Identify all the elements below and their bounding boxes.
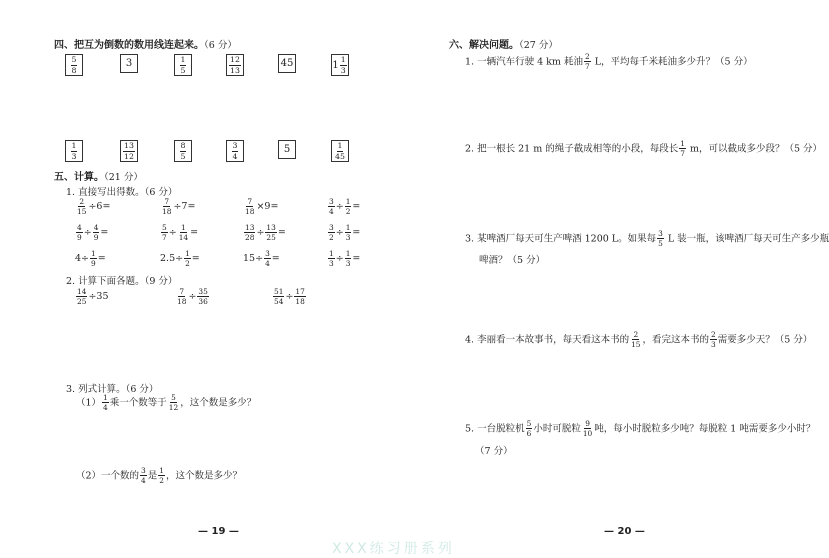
denominator: 4 [329, 207, 334, 217]
section-4-points: （6 分） [204, 40, 237, 51]
q1-label [66, 184, 177, 198]
text-run: ，看完这本书的 [642, 334, 710, 346]
reciprocal-box [65, 140, 83, 162]
numerator: 3 [265, 249, 270, 258]
denominator: 3 [711, 340, 716, 350]
denominator: 4 [141, 476, 146, 486]
denominator: 9 [93, 233, 99, 243]
denominator: 4 [103, 403, 108, 413]
text-run: ÷7= [173, 201, 196, 213]
numerator: 5 [171, 393, 176, 402]
numerator: 1 [345, 197, 351, 206]
numerator: 2 [633, 330, 639, 339]
denominator: 25 [77, 297, 87, 307]
denominator: 2 [345, 207, 351, 217]
section-6-title-text: 六、解决问题。 [449, 40, 519, 51]
fraction [184, 250, 191, 268]
section-5-points: （21 分） [104, 172, 143, 183]
numerator: 4 [93, 223, 99, 232]
fraction [229, 56, 241, 75]
numerator: 9 [585, 419, 590, 428]
text-run: 1 [332, 59, 339, 71]
numerator: 3 [141, 466, 146, 475]
text-run: 2.5÷ [160, 253, 184, 265]
fraction [584, 53, 591, 71]
denominator: 5 [180, 151, 186, 161]
text-run: （1） [76, 397, 102, 409]
fraction [161, 198, 172, 216]
problem-1 [465, 53, 753, 71]
reciprocal-box [174, 54, 192, 76]
fraction [71, 142, 78, 161]
text-run: ，这个数是多少？ [166, 470, 243, 482]
direct-answer-item [243, 250, 280, 268]
numerator: 1 [345, 223, 351, 232]
expression [327, 249, 361, 269]
direct-answer-item [327, 198, 360, 216]
section-5-title [54, 168, 143, 183]
text-run: 4. 李丽看一本故事书，每天看这本书的 [465, 334, 630, 346]
numerator: 13 [245, 223, 255, 232]
text-run: 5 [283, 144, 291, 155]
text-run: ÷ [285, 291, 294, 303]
problem-5-line-2: （7 分） [475, 446, 513, 457]
text-run: 小时可脱粒 [533, 423, 581, 435]
expression [327, 223, 361, 243]
text-run: L，平均每千米耗油多少升？（5 分） [591, 56, 753, 68]
denominator: 12 [168, 403, 179, 413]
problem-4 [465, 331, 812, 349]
denominator: 3 [345, 233, 351, 243]
fraction [273, 288, 284, 306]
numerator: 7 [247, 197, 253, 206]
direct-answer-item [327, 250, 360, 268]
fraction [265, 224, 276, 242]
numerator: 1 [181, 223, 186, 232]
q3-part-1 [76, 394, 256, 412]
problem-5 [465, 420, 815, 438]
fraction [334, 142, 346, 161]
numerator: 1 [340, 54, 346, 64]
reciprocal-box [120, 54, 138, 73]
text-run: （2）一个数的 [76, 470, 140, 482]
numerator: 5 [526, 419, 532, 428]
denominator: 2 [159, 476, 164, 486]
q2-label [66, 273, 177, 287]
numerator: 2 [584, 52, 590, 61]
denominator: 3 [329, 259, 334, 269]
fraction [123, 142, 135, 161]
denominator: 5 [180, 65, 186, 75]
expression [175, 287, 210, 307]
fraction [93, 224, 100, 242]
text-run: 15÷ [243, 253, 264, 265]
denominator: 7 [680, 149, 685, 159]
text-run: ÷6= [88, 201, 111, 213]
fraction [244, 224, 255, 242]
q2-label-text: 2. 计算下面各题。 [66, 276, 145, 287]
numerator: 1 [71, 140, 77, 150]
numerator: 7 [179, 287, 185, 296]
text-run: = [352, 227, 361, 239]
reciprocal-box [226, 140, 244, 162]
direct-answer-item [75, 224, 108, 242]
denominator: 9 [91, 259, 96, 269]
fraction [158, 467, 165, 485]
reciprocal-box [278, 140, 296, 159]
q1-label-text: 1. 直接写出得数。 [66, 187, 145, 198]
fraction [582, 420, 593, 438]
text-run: = [191, 253, 200, 265]
numerator: 1 [185, 249, 190, 258]
text-run: 4÷ [75, 253, 90, 265]
denominator: 8 [71, 65, 77, 75]
numerator: 2 [79, 197, 85, 206]
problem-3 [465, 230, 829, 248]
numerator: 3 [329, 197, 334, 206]
fraction [630, 331, 641, 349]
fraction [294, 288, 305, 306]
text-run: = [100, 227, 109, 239]
text-run: ÷ [335, 201, 344, 213]
reciprocal-box [331, 54, 349, 76]
denominator: 54 [274, 297, 284, 307]
section-6-title [449, 36, 558, 51]
numerator: 8 [180, 140, 186, 150]
denominator: 14 [178, 233, 189, 243]
fraction [328, 224, 335, 242]
fraction [76, 224, 83, 242]
numerator: 35 [198, 287, 208, 296]
fraction [180, 56, 187, 75]
section-5-title-text: 五、计算。 [54, 172, 104, 183]
text-run: ÷ [256, 227, 265, 239]
q3-part-2 [76, 467, 242, 485]
denominator: 3 [345, 259, 351, 269]
q3-label-text: 3. 列式计算。 [66, 384, 126, 395]
text-run: 是 [147, 470, 158, 482]
watermark: XXX练习册系列 [332, 541, 455, 557]
direct-answer-item [160, 250, 200, 268]
text-run: ÷ [335, 227, 344, 239]
denominator: 3 [340, 65, 346, 75]
q2-points: （9 分） [144, 276, 178, 287]
denominator: 7 [584, 62, 590, 72]
denominator: 28 [245, 233, 255, 243]
denominator: 2 [329, 233, 334, 243]
page-number-20: — 20 — [604, 526, 645, 537]
fraction [526, 420, 533, 438]
numerator: 1 [337, 140, 343, 150]
fraction [232, 142, 239, 161]
denominator: 2 [185, 259, 190, 269]
numerator: 13 [266, 223, 276, 232]
fraction [328, 250, 335, 268]
direct-answer-item [327, 224, 360, 242]
expression [75, 223, 109, 243]
denominator: 12 [124, 151, 134, 161]
direct-answer-item [243, 224, 286, 242]
text-run: 吨，每小时脱粒多少吨？每脱粒 1 吨需要多少小时？ [594, 423, 816, 435]
section-6-points: （27 分） [519, 40, 558, 51]
denominator: 3 [71, 151, 77, 161]
numerator: 1 [329, 249, 334, 258]
fraction [90, 250, 97, 268]
fraction [178, 224, 189, 242]
fraction [76, 288, 87, 306]
denominator: 45 [335, 151, 345, 161]
fraction [161, 224, 168, 242]
mixed-number [332, 56, 347, 75]
expression [160, 197, 196, 217]
text-run: ，这个数是多少？ [180, 397, 257, 409]
calc-item [272, 288, 307, 306]
direct-answer-item [160, 224, 198, 242]
expression [243, 249, 280, 269]
text-run: L 装一瓶，该啤酒厂每天可生产多少瓶 [664, 233, 829, 245]
direct-answer-item [75, 198, 110, 216]
denominator: 18 [245, 207, 255, 217]
direct-answer-item [75, 250, 106, 268]
expression [243, 197, 279, 217]
denominator: 18 [162, 207, 172, 217]
fraction [345, 250, 352, 268]
denominator: 25 [266, 233, 276, 243]
numerator: 1 [180, 54, 186, 64]
text-run: m，可以截成多少段？（5 分） [686, 143, 823, 155]
text-run: 45 [280, 58, 294, 69]
denominator: 7 [162, 233, 167, 243]
text-run: 1. 一辆汽车行驶 4 km 耗油 [465, 56, 583, 68]
section-4-title [54, 36, 237, 51]
expression [160, 223, 199, 243]
calc-item [75, 288, 109, 306]
numerator: 1 [103, 393, 108, 402]
expression [75, 287, 109, 307]
numerator: 1 [159, 466, 164, 475]
text-run: 3 [125, 58, 133, 69]
reciprocal-box [278, 54, 296, 73]
fraction [244, 198, 255, 216]
q1-points: （6 分） [144, 187, 178, 198]
numerator: 1 [345, 249, 351, 258]
text-run: = [190, 227, 199, 239]
text-run: 5. 一台脱粒机 [465, 423, 525, 435]
expression [327, 197, 361, 217]
numerator: 51 [274, 287, 284, 296]
text-run: = [277, 227, 286, 239]
numerator: 1 [680, 139, 685, 148]
reciprocal-box [174, 140, 192, 162]
denominator: 4 [232, 151, 238, 161]
fraction [71, 56, 78, 75]
numerator: 4 [77, 223, 82, 232]
text-run: ×9= [256, 201, 279, 213]
denominator: 6 [526, 429, 532, 439]
fraction [180, 142, 187, 161]
denominator: 9 [77, 233, 82, 243]
numerator: 13 [124, 140, 134, 150]
q3-points: （6 分） [125, 384, 159, 395]
fraction [76, 198, 87, 216]
numerator: 3 [658, 229, 663, 238]
text-run: ÷ [335, 253, 344, 265]
numerator: 1 [91, 249, 96, 258]
expression [243, 223, 286, 243]
reciprocal-box [120, 140, 138, 162]
numerator: 7 [164, 197, 170, 206]
reciprocal-box [331, 140, 349, 162]
numerator: 2 [711, 330, 716, 339]
text-run: ÷35 [88, 291, 109, 303]
reciprocal-box [226, 54, 244, 76]
numerator: 5 [162, 223, 167, 232]
fraction [710, 331, 717, 349]
denominator: 18 [177, 297, 187, 307]
fraction [657, 230, 664, 248]
reciprocal-box [65, 54, 83, 76]
fraction [264, 250, 271, 268]
calc-item [175, 288, 210, 306]
numerator: 3 [232, 140, 238, 150]
problem-2 [465, 140, 822, 158]
fraction [102, 394, 109, 412]
denominator: 15 [631, 340, 641, 350]
denominator: 36 [198, 297, 208, 307]
numerator: 17 [295, 287, 305, 296]
fraction [168, 394, 179, 412]
problem-3-line-2: 啤酒？（5 分） [479, 255, 546, 266]
denominator: 18 [295, 297, 305, 307]
fraction [345, 198, 352, 216]
text-run: = [97, 253, 106, 265]
text-run: 乘一个数等于 [109, 397, 167, 409]
text-run: 2. 把一根长 21 m 的绳子截成相等的小段，每段长 [465, 143, 679, 155]
direct-answer-item [243, 198, 278, 216]
text-run: = [352, 201, 361, 213]
numerator: 3 [329, 223, 334, 232]
fraction [328, 198, 335, 216]
text-run: 需要多少天？（5 分） [717, 334, 813, 346]
expression [75, 197, 111, 217]
numerator: 12 [230, 54, 240, 64]
fraction [345, 224, 352, 242]
section-4-title-text: 四、把互为倒数的数用线连起来。 [54, 40, 204, 51]
denominator: 4 [265, 259, 270, 269]
fraction [140, 467, 147, 485]
denominator: 13 [230, 65, 240, 75]
fraction [679, 140, 686, 158]
numerator: 5 [71, 54, 77, 64]
page-number-19: — 19 — [198, 526, 239, 537]
expression [160, 249, 200, 269]
numerator: 14 [77, 287, 87, 296]
denominator: 10 [582, 429, 593, 439]
text-run: ÷ [83, 227, 92, 239]
text-run: = [271, 253, 280, 265]
expression [272, 287, 307, 307]
fraction [176, 288, 187, 306]
q3-label [66, 381, 158, 395]
fraction [340, 56, 347, 75]
direct-answer-item [160, 198, 195, 216]
text-run: ÷ [168, 227, 177, 239]
fraction [197, 288, 208, 306]
text-run: 3. 某啤酒厂每天可生产啤酒 1200 L。如果每 [465, 233, 657, 245]
text-run: ÷ [188, 291, 197, 303]
expression [75, 249, 106, 269]
denominator: 15 [77, 207, 87, 217]
denominator: 5 [658, 239, 663, 249]
text-run: = [352, 253, 361, 265]
